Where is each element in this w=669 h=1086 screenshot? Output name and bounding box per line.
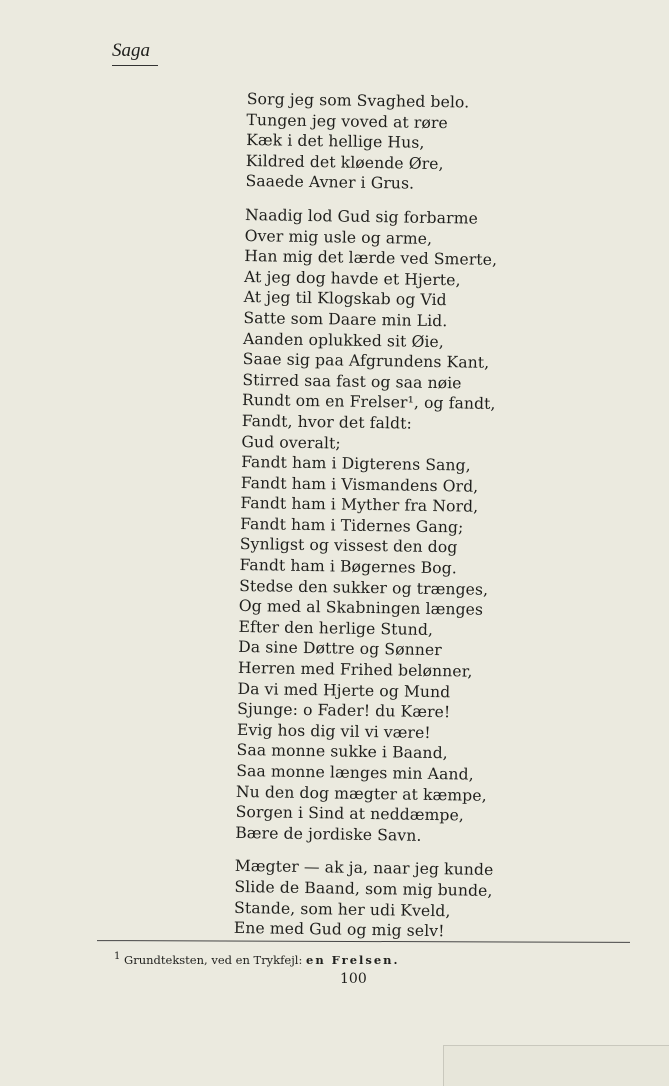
poem-line: Saa monne længes min Aand, xyxy=(236,761,474,784)
footnote xyxy=(114,953,400,967)
poem-line: Kildred det kløende Øre, xyxy=(245,151,444,173)
poem-line: Sjunge: o Fader! du Kære! xyxy=(237,700,451,722)
poem-line: Tungen jeg voved at røre xyxy=(246,110,448,132)
poem-line: Sorg jeg som Svaghed belo. xyxy=(246,89,470,112)
poem-line: Evig hos dig vil vi være! xyxy=(236,720,431,742)
poem-line: At jeg til Klogskab og Vid xyxy=(243,288,447,310)
page-number: 100 xyxy=(340,971,367,987)
poem-line: Og med al Skabningen længes xyxy=(238,597,484,620)
poem-line: Herren med Frihed belønner, xyxy=(237,658,473,681)
poem-line: Nu den dog mægter at kæmpe, xyxy=(235,782,487,805)
poem-line: Kæk i det hellige Hus, xyxy=(246,131,425,152)
poem-line: Mægter — ak ja, naar jeg kunde xyxy=(234,857,494,880)
poem-line: Gud overalt; xyxy=(241,432,341,453)
footnote-emphasis: en Frelsen. xyxy=(306,953,400,967)
poem-line: Over mig usle og arme, xyxy=(244,226,433,248)
running-head: Saga xyxy=(112,40,150,61)
poem-line: Bære de jordiske Savn. xyxy=(235,823,422,845)
poem-line: Satte som Daare min Lid. xyxy=(243,308,448,331)
poem-line: Rundt om en Frelser¹, og fandt, xyxy=(241,391,496,414)
poem-line: Da sine Døttre og Sønner xyxy=(238,638,442,660)
poem-line: Fandt ham i Myther fra Nord, xyxy=(240,494,479,516)
poem-line: Fandt ham i Tidernes Gang; xyxy=(240,514,464,537)
poem-line: Fandt ham i Digterens Sang, xyxy=(240,453,471,475)
poem-line: Saa monne sukke i Baand, xyxy=(236,741,448,763)
poem-line: Fandt ham i Bøgernes Bog. xyxy=(239,556,458,578)
poem xyxy=(233,89,505,956)
poem-line: Aanden oplukked sit Øie, xyxy=(242,329,445,351)
footnote-text: Grundteksten, ved en Trykfejl: xyxy=(124,953,303,967)
poem-line: Stirred saa fast og saa nøie xyxy=(242,370,462,393)
poem-line: Fandt ham i Vismandens Ord, xyxy=(240,473,479,496)
poem-line: Ene med Gud og mig selv! xyxy=(233,919,445,941)
stanza xyxy=(234,856,494,942)
poem-line: Fandt, hvor det faldt: xyxy=(241,411,413,433)
stanza xyxy=(245,89,505,196)
poem-line: Slide de Baand, som mig bunde, xyxy=(234,877,493,900)
poem-line: Da vi med Hjerte og Mund xyxy=(237,679,451,701)
stanza xyxy=(235,205,504,847)
poem-line: Efter den herlige Stund, xyxy=(238,617,434,639)
poem-line: At jeg dog havde et Hjerte, xyxy=(243,267,461,290)
poem-line: Han mig det lærde ved Smerte, xyxy=(244,247,498,270)
running-head-underline xyxy=(112,65,158,66)
footnote-marker: 1 xyxy=(114,951,121,963)
poem-line: Stedse den sukker og trænges, xyxy=(239,576,489,599)
poem-line: Saae sig paa Afgrundens Kant, xyxy=(242,350,490,372)
poem-line: Naadig lod Gud sig forbarme xyxy=(244,205,479,228)
poem-line: Sorgen i Sind at neddæmpe, xyxy=(235,803,465,825)
poem-line: Synligst og vissest den dog xyxy=(239,535,458,557)
poem-line: Stande, som her udi Kveld, xyxy=(234,898,451,920)
poem-line: Saaede Avner i Grus. xyxy=(245,172,415,194)
